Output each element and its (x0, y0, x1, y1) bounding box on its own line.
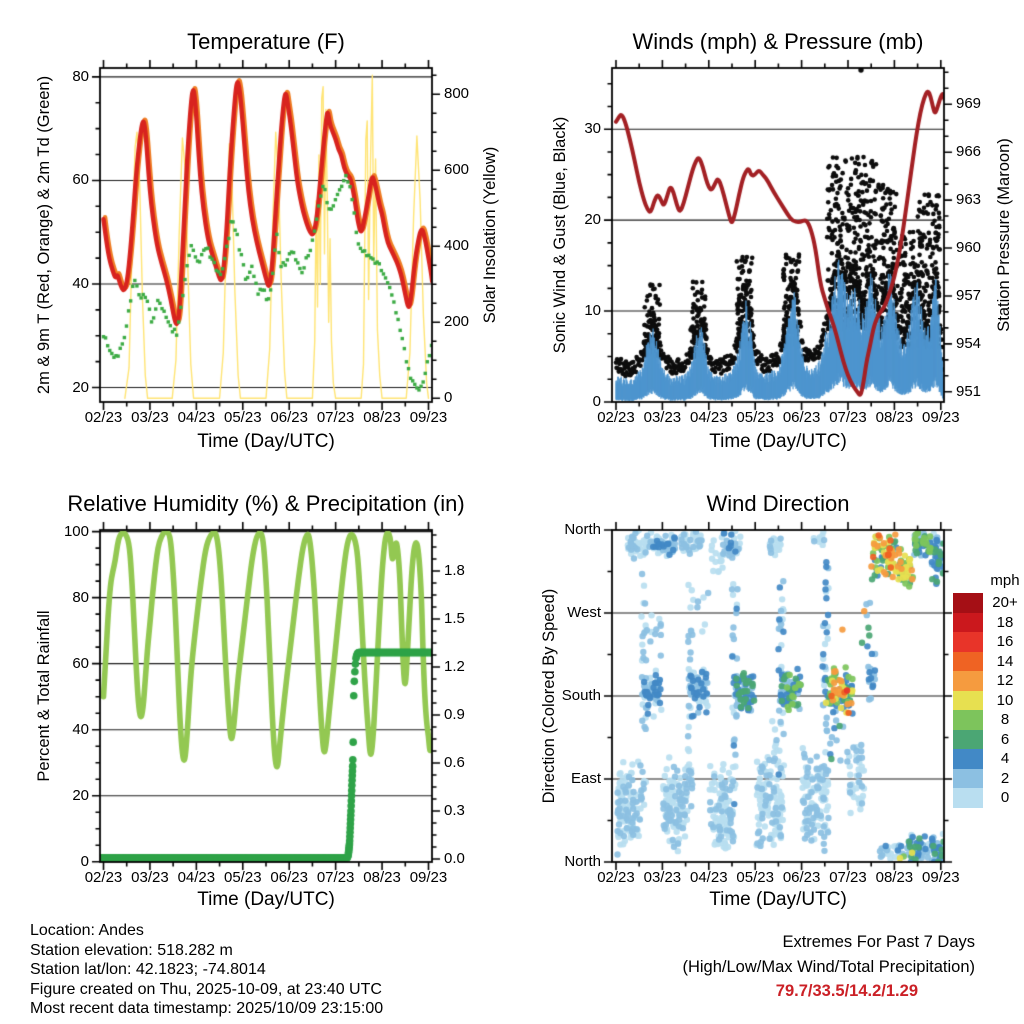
tick-label: 05/23 (736, 409, 774, 426)
tick-label: North (564, 853, 601, 870)
tick-label: 08/23 (875, 409, 914, 426)
tick-label: 969 (956, 95, 982, 113)
tick-label: 0.0 (444, 849, 465, 867)
tick-label: 07/23 (316, 409, 355, 426)
temperature-chart-canvas (86, 54, 446, 416)
tick-label: 09/23 (922, 409, 960, 426)
legend-label: 14 (996, 652, 1014, 670)
tick-label: West (567, 604, 601, 621)
tick-label: 09/23 (922, 869, 960, 886)
winds-title: Winds (mph) & Pressure (mb) (632, 29, 924, 54)
tick-label: 08/23 (363, 409, 401, 426)
tick-label: 04/23 (177, 409, 216, 426)
tick-label: 60 (72, 171, 89, 189)
tick-label: 600 (444, 161, 470, 179)
legend-label: 12 (996, 672, 1014, 689)
tick-label: South (561, 687, 601, 704)
tick-label: 800 (444, 85, 470, 103)
wind-direction-xlabel: Time (Day/UTC) (709, 889, 847, 910)
tick-label: 200 (444, 313, 470, 331)
tick-label: East (570, 770, 601, 787)
tick-label: 06/23 (270, 869, 308, 886)
tick-label: 07/23 (316, 869, 355, 886)
temperature-xlabel: Time (Day/UTC) (197, 431, 335, 452)
humidity-xlabel: Time (Day/UTC) (197, 889, 335, 910)
tick-label: 951 (956, 382, 982, 400)
temperature-ylabel-left: 2m & 9m T (Red, Orange) & 2m Td (Green) (35, 75, 53, 395)
legend-swatch-8 (953, 710, 983, 730)
tick-label: 06/23 (270, 409, 308, 426)
winds-ylabel-right: Station Pressure (Maroon) (995, 138, 1013, 332)
tick-label: 02/23 (84, 409, 123, 426)
tick-label: 80 (72, 67, 89, 85)
tick-label: 03/23 (131, 869, 169, 886)
legend-label: 8 (1000, 711, 1010, 728)
tick-label: 04/23 (690, 409, 728, 426)
legend-label: 10 (996, 691, 1014, 709)
tick-label: 20 (72, 786, 89, 804)
tick-label: 05/23 (224, 409, 262, 426)
legend-label: 20+ (992, 594, 1018, 611)
wind-speed-legend-title: mph (990, 572, 1020, 589)
tick-label: 960 (956, 239, 982, 257)
tick-label: 80 (72, 588, 89, 606)
tick-label: 09/23 (409, 869, 448, 886)
tick-label: 09/23 (409, 409, 448, 426)
legend-swatch-14 (953, 652, 983, 672)
tick-label: 100 (63, 522, 89, 540)
legend-label: 18 (996, 613, 1014, 631)
humidity-title: Relative Humidity (%) & Precipitation (in) (67, 491, 465, 516)
wind-direction-ylabel-left: Direction (Colored By Speed) (540, 588, 558, 804)
legend-label: 4 (1000, 750, 1010, 767)
winds-xlabel: Time (Day/UTC) (709, 431, 847, 452)
extremes-subheading: (High/Low/Max Wind/Total Precipitation) (682, 957, 975, 976)
tick-label: 03/23 (131, 409, 169, 426)
tick-label: 03/23 (643, 869, 682, 886)
legend-label: 2 (1000, 769, 1010, 787)
tick-label: 0 (444, 389, 453, 407)
tick-label: North (564, 521, 601, 538)
legend-swatch-18 (953, 613, 983, 633)
legend-swatch-0 (953, 788, 983, 808)
tick-label: 40 (72, 720, 89, 738)
tick-label: 05/23 (224, 869, 262, 886)
wind-direction-chart-canvas (598, 516, 958, 876)
tick-label: 0 (592, 393, 601, 410)
tick-label: 10 (584, 302, 601, 320)
tick-label: 07/23 (829, 409, 867, 426)
extremes-heading: Extremes For Past 7 Days (782, 933, 975, 951)
winds-ylabel-left: Sonic Wind & Gust (Blue, Black) (551, 116, 569, 354)
legend-swatch-20+ (953, 593, 983, 613)
station-info (30, 921, 383, 1019)
tick-label: 02/23 (597, 869, 635, 886)
figure-created: Figure created on Thu, 2025-10-09, at 23:40 UTC (30, 980, 382, 998)
legend-label: 0 (1000, 789, 1010, 806)
tick-label: 0.9 (444, 705, 465, 723)
wind-direction-title: Wind Direction (706, 491, 850, 516)
tick-label: 0.3 (444, 801, 465, 819)
legend-swatch-10 (953, 691, 983, 711)
tick-label: 04/23 (690, 869, 728, 886)
tick-label: 1.8 (444, 561, 465, 579)
legend-swatch-6 (953, 730, 983, 750)
tick-label: 20 (72, 378, 89, 396)
tick-label: 04/23 (177, 869, 216, 886)
tick-label: 966 (956, 143, 982, 161)
tick-label: 03/23 (643, 409, 682, 426)
tick-label: 400 (444, 237, 470, 255)
tick-label: 07/23 (829, 869, 867, 886)
legend-swatch-2 (953, 769, 983, 789)
recent-timestamp: Most recent data timestamp: 2025/10/09 23:15:00 (30, 1000, 384, 1018)
tick-label: 954 (956, 334, 982, 352)
tick-label: 963 (956, 191, 982, 209)
station-elevation: Station elevation: 518.282 m (30, 941, 233, 959)
tick-label: 08/23 (363, 869, 401, 886)
station-latlon: Station lat/lon: 42.1823; -74.8014 (30, 961, 266, 979)
tick-label: 60 (72, 654, 89, 672)
tick-label: 1.5 (444, 609, 465, 627)
tick-label: 05/23 (736, 869, 774, 886)
tick-label: 957 (956, 286, 982, 304)
tick-label: 40 (72, 274, 89, 292)
humidity-chart-canvas (86, 516, 446, 876)
humidity-ylabel-left: Percent & Total Rainfall (35, 610, 53, 782)
legend-label: 16 (996, 633, 1014, 650)
tick-label: 0 (80, 852, 89, 870)
tick-label: 02/23 (597, 409, 635, 426)
winds-chart-canvas (598, 54, 958, 416)
tick-label: 08/23 (875, 869, 914, 886)
extremes-block (575, 930, 975, 1004)
tick-label: 0.6 (444, 753, 465, 771)
legend-label: 6 (1000, 730, 1010, 748)
extremes-values: 79.7/33.5/14.2/1.29 (775, 982, 918, 1000)
tick-label: 30 (584, 120, 601, 138)
station-location: Location: Andes (30, 922, 144, 939)
temperature-title: Temperature (F) (187, 29, 345, 54)
tick-label: 1.2 (444, 657, 465, 675)
temperature-ylabel-right: Solar Insolation (Yellow) (481, 146, 499, 324)
tick-label: 06/23 (782, 409, 821, 426)
tick-label: 20 (584, 211, 601, 229)
tick-label: 06/23 (782, 869, 821, 886)
legend-swatch-4 (953, 749, 983, 769)
legend-swatch-16 (953, 632, 983, 652)
tick-label: 02/23 (84, 869, 123, 886)
legend-swatch-12 (953, 671, 983, 691)
